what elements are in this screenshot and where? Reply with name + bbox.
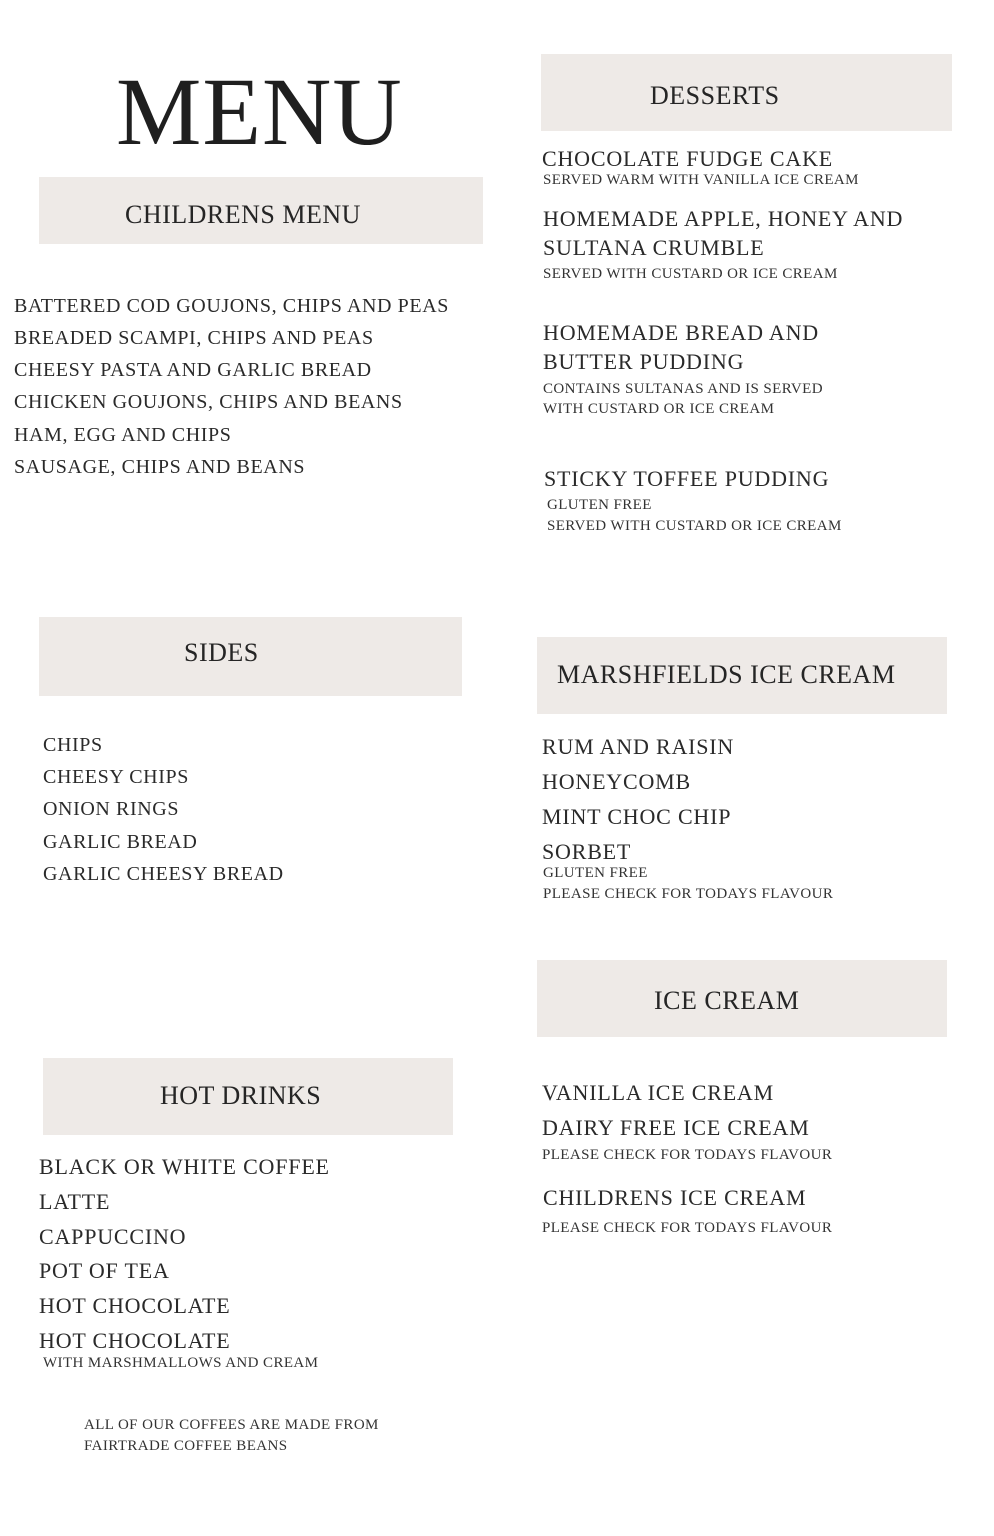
dessert-note: CONTAINS SULTANAS AND IS SERVED — [543, 381, 823, 397]
list-item: BATTERED COD GOUJONS, CHIPS AND PEAS — [14, 295, 449, 317]
footnote-line: ALL OF OUR COFFEES ARE MADE FROM — [84, 1417, 379, 1433]
list-item: HAM, EGG AND CHIPS — [14, 424, 232, 446]
list-item: CHILDRENS ICE CREAM — [543, 1185, 807, 1210]
sides-heading: SIDES — [184, 638, 259, 667]
list-item: GARLIC BREAD — [43, 831, 198, 853]
hot-drinks-heading: HOT DRINKS — [160, 1081, 322, 1110]
item-note: PLEASE CHECK FOR TODAYS FLAVOUR — [543, 886, 834, 902]
list-item: CHIPS — [43, 734, 103, 756]
item-note: PLEASE CHECK FOR TODAYS FLAVOUR — [542, 1147, 833, 1163]
list-item: CHEESY CHIPS — [43, 766, 189, 788]
list-item: HOT CHOCOLATE — [39, 1293, 231, 1318]
menu-title: MENU — [116, 58, 403, 165]
list-item: LATTE — [39, 1189, 111, 1214]
dessert-note: SERVED WITH CUSTARD OR ICE CREAM — [543, 266, 838, 282]
list-item: CAPPUCCINO — [39, 1224, 187, 1249]
dessert-name: HOMEMADE APPLE, HONEY AND — [543, 206, 904, 231]
list-item: BREADED SCAMPI, CHIPS AND PEAS — [14, 327, 374, 349]
marshfields-ice-cream-heading: MARSHFIELDS ICE CREAM — [557, 660, 896, 689]
item-note: GLUTEN FREE — [543, 865, 648, 881]
ice-cream-heading: ICE CREAM — [654, 986, 800, 1015]
list-item: SORBET — [542, 839, 632, 864]
desserts-heading: DESSERTS — [650, 81, 780, 110]
list-item: HONEYCOMB — [542, 769, 691, 794]
list-item: CHICKEN GOUJONS, CHIPS AND BEANS — [14, 391, 403, 413]
list-item: CHEESY PASTA AND GARLIC BREAD — [14, 359, 372, 381]
dessert-note: GLUTEN FREE — [547, 497, 652, 513]
dessert-note: SERVED WARM WITH VANILLA ICE CREAM — [543, 172, 859, 188]
dessert-name: HOMEMADE BREAD AND — [543, 320, 819, 345]
list-item: GARLIC CHEESY BREAD — [43, 863, 284, 885]
dessert-name: SULTANA CRUMBLE — [543, 235, 765, 260]
list-item: POT OF TEA — [39, 1258, 170, 1283]
list-item: VANILLA ICE CREAM — [542, 1080, 774, 1105]
dessert-name: CHOCOLATE FUDGE CAKE — [542, 146, 833, 171]
dessert-name: STICKY TOFFEE PUDDING — [544, 466, 830, 491]
list-item: RUM AND RAISIN — [542, 734, 735, 759]
dessert-note: WITH CUSTARD OR ICE CREAM — [543, 401, 775, 417]
dessert-name: BUTTER PUDDING — [543, 349, 745, 374]
list-item: SAUSAGE, CHIPS AND BEANS — [14, 456, 306, 478]
footnote-line: FAIRTRADE COFFEE BEANS — [84, 1438, 288, 1454]
list-item: MINT CHOC CHIP — [542, 804, 732, 829]
list-item: ONION RINGS — [43, 798, 180, 820]
list-item: BLACK OR WHITE COFFEE — [39, 1154, 330, 1179]
item-note: PLEASE CHECK FOR TODAYS FLAVOUR — [542, 1220, 833, 1236]
childrens-menu-heading: CHILDRENS MENU — [125, 200, 361, 229]
list-item: HOT CHOCOLATE — [39, 1328, 231, 1353]
dessert-note: SERVED WITH CUSTARD OR ICE CREAM — [547, 518, 842, 534]
item-note: WITH MARSHMALLOWS AND CREAM — [43, 1355, 319, 1371]
list-item: DAIRY FREE ICE CREAM — [542, 1115, 810, 1140]
